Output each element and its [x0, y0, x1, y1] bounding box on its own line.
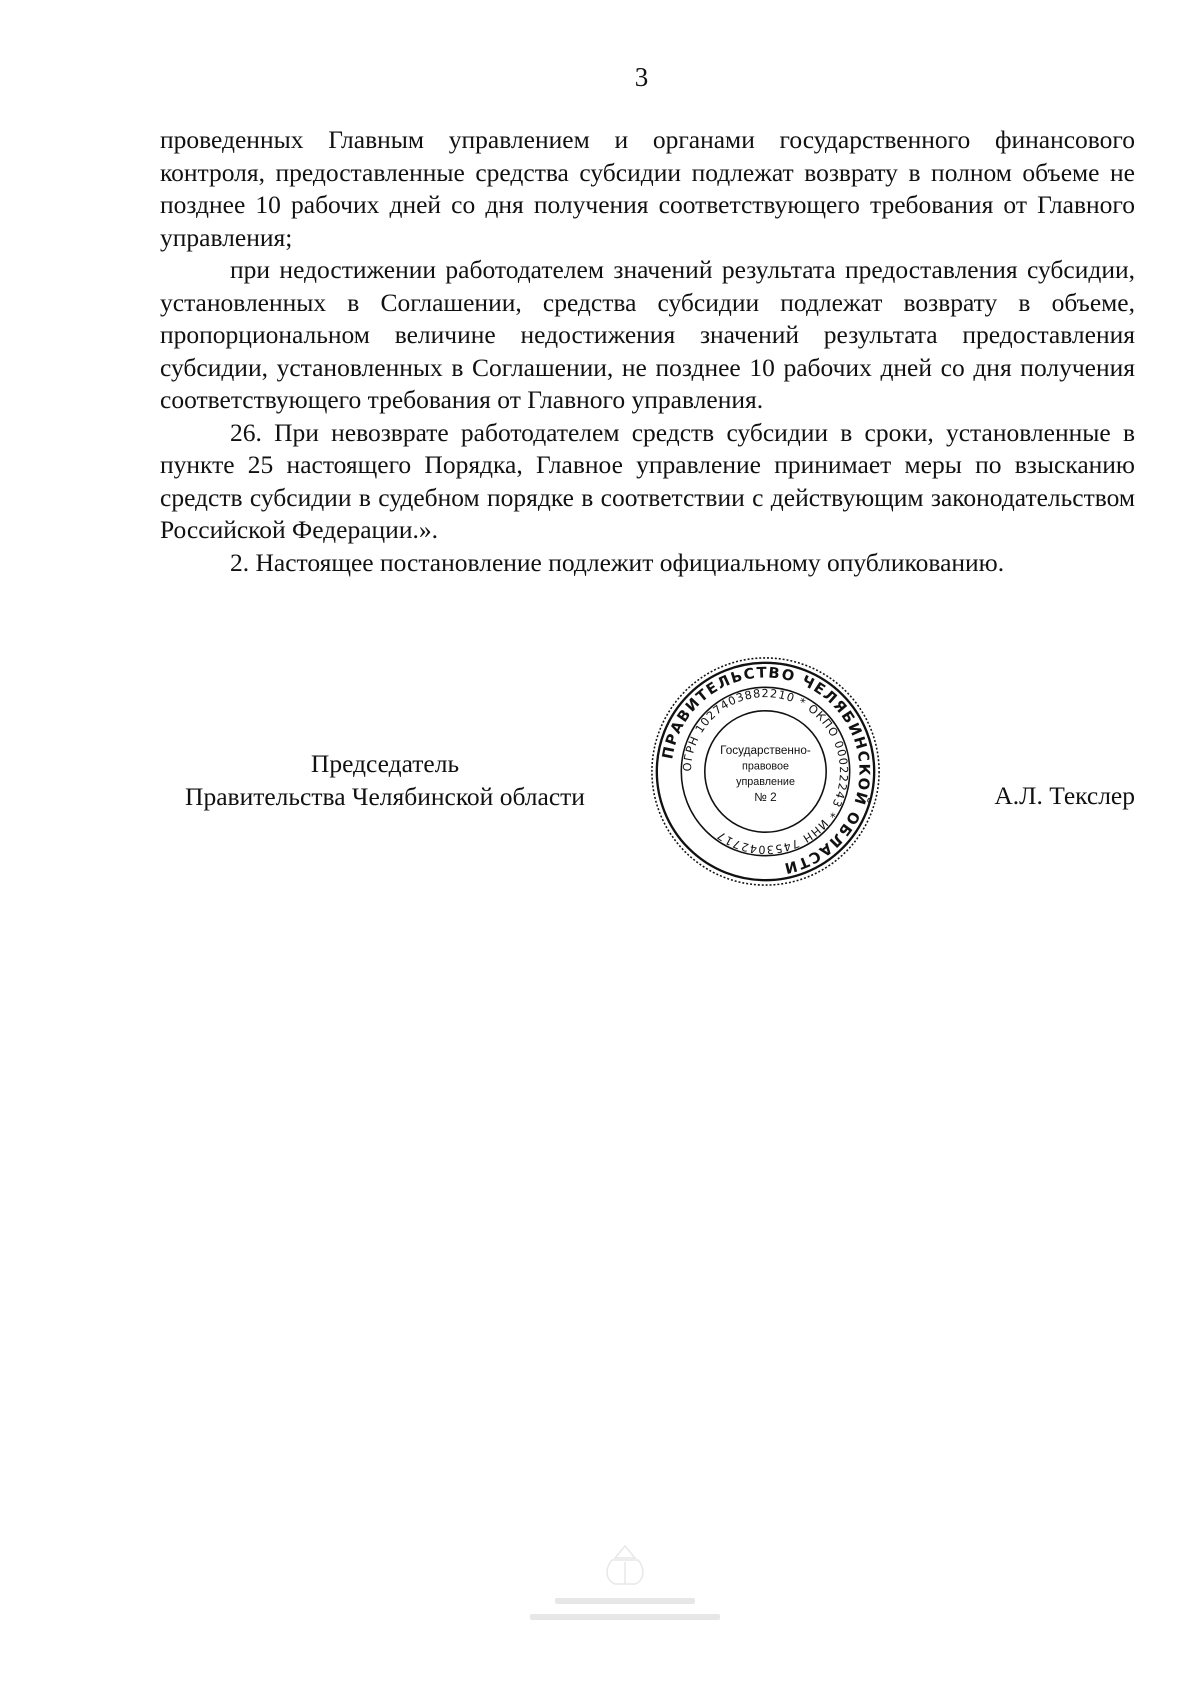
seal-center-line: Государственно-: [720, 743, 811, 757]
signatory-position: [160, 748, 610, 813]
watermark-emblem: [480, 1538, 770, 1638]
seal-outer-text: ПРАВИТЕЛЬСТВО ЧЕЛЯБИНСКОЙ ОБЛАСТИ: [659, 664, 873, 877]
position-line: Правительства Челябинской области: [185, 781, 585, 811]
paragraph: проведенных Главным управлением и органами государственного финансового контроля, предоставленные средства субсидии подлежат возврату в полном объеме не позднее 10 рабочих дней со дня получения соответствующего требования от Главного управления;: [160, 125, 1135, 252]
paragraph: 26. При невозврате работодателем средств субсидии в сроки, установленные в пункте 25 настоящего Порядка, Главное управление принимает меры по взысканию средств субсидии в судебном порядке в соответствии с действующим законодательством Российской Федерации.».: [160, 417, 1135, 544]
document-body: [160, 124, 1135, 579]
page-number: 3: [634, 62, 649, 92]
signatory-name: А.Л. Текслер: [994, 781, 1135, 810]
paragraph: при недостижении работодателем значений результата предоставления субсидии, установленных в Соглашении, средства субсидии подлежат возврату в объеме, пропорциональном величине недостижения значений результата предоставления субсидии, установленных в Соглашении, не позднее 10 рабочих дней со дня получения соответствующего требования от Главного управления.: [160, 255, 1135, 414]
official-seal: [648, 654, 883, 889]
seal-center-line: № 2: [754, 790, 777, 804]
seal-center-line: правовое: [742, 760, 789, 773]
position-line: Председатель: [310, 749, 460, 778]
seal-center-line: управление: [736, 776, 795, 789]
seal-inner-text: ОГРН 1027403882210 * ОКПО 00022243 * ИНН 7453042717: [680, 687, 850, 857]
paragraph: 2. Настоящее постановление подлежит официальному опубликованию.: [230, 547, 1005, 577]
